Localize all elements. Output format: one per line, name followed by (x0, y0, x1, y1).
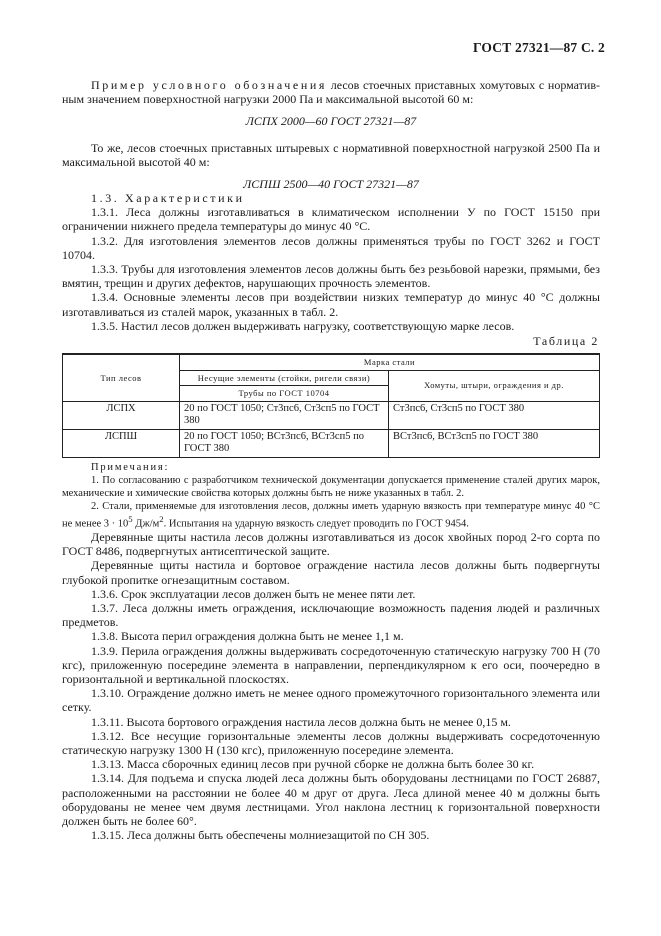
note-2 (62, 500, 600, 531)
cell-bearing: 20 по ГОСТ 1050; Ст3пс6, Ст3сп5 по ГОСТ 380 (180, 401, 389, 429)
cell-bearing: 20 по ГОСТ 1050; ВСт3пс6, ВСт3сп5 по ГОСТ 380 (180, 429, 389, 457)
notes-block (62, 461, 600, 531)
table-caption: Таблица 2 (533, 334, 599, 348)
paragraph-wood-shields: Деревянные щиты настила лесов должны изготавливаться из досок хвойных пород 2-го сорта по ГОСТ 8486, подвергнутых антисептической защите. (62, 530, 600, 559)
section-characteristics (62, 191, 600, 333)
clause-1-3-8: 1.3.8. Высота перил ограждения должна быть не менее 1,1 м. (91, 629, 404, 644)
note-2-text: 2. Стали, применяемые для изготовления лесов, должны иметь ударную вязкость при температуре минус 40 °С не менее 3 · 10 (62, 501, 600, 530)
clause-1-3-15: 1.3.15. Леса должны быть обеспечены молниезащитой по СН 305. (91, 828, 430, 843)
cell-type: ЛСПШ (63, 429, 180, 457)
table-row (63, 429, 600, 457)
header-pipes: Трубы по ГОСТ 10704 (180, 386, 389, 402)
section-heading: 1.3. Характеристики (91, 191, 245, 205)
header-type: Тип лесов (63, 354, 180, 401)
clause-1-3-5: 1.3.5. Настил лесов должен выдерживать нагрузку, соответствующую марке лесов. (91, 318, 515, 333)
clause-1-3-12: 1.3.12. Все несущие горизонтальные элементы лесов должны выдерживать сосредоточенную статическую нагрузку 1300 Н (130 кгс), приложенную посередине элемента. (62, 728, 600, 758)
same-paragraph: То же, лесов стоечных приставных штыревых с нормативной поверхностной нагрузкой 2500 Па и максимальной высотой 40 м: (62, 140, 600, 169)
clause-1-3-11: 1.3.11. Высота бортового ограждения настила лесов должна быть не менее 0,15 м. (91, 714, 511, 729)
cell-clamps: Ст3пс6, Ст3сп5 по ГОСТ 380 (389, 401, 600, 429)
note-2-unit: Дж/м (132, 518, 160, 530)
example-text: лесов стоечных приставных хомутовых с норматив-ным значением поверхностной нагрузки 2000 Па и максимальной высотой 60 м: (62, 78, 600, 107)
clause-1-3-6: 1.3.6. Срок эксплуатации лесов должен быть не менее пяти лет. (91, 586, 416, 601)
clause-1-3-13: 1.3.13. Масса сборочных единиц лесов при ручной сборке не должна быть более 30 кг. (91, 757, 535, 772)
example-paragraph (62, 78, 600, 106)
intro-block (62, 78, 600, 191)
paragraph-fire-protection: Деревянные щиты настила и бортовое ограждение настила лесов должны быть подвергнуты глубокой пропитке огнезащитным составом. (62, 558, 600, 587)
clause-1-3-14: 1.3.14. Для подъема и спуска людей леса должны быть оборудованы лестницами по ГОСТ 26887, расположенными на расстоянии не более 40 м друг от друга. Леса длиной менее 40 м должны быть оборудованы не менее чем двумя лестницами. Угол наклона лестниц к горизонтальной поверхности должен быть не более 60°. (62, 771, 600, 829)
header-bearing: Несущие элементы (стойки, ригели связи) (180, 370, 389, 386)
clause-1-3-2: 1.3.2. Для изготовления элементов лесов должны применяться трубы по ГОСТ 3262 и ГОСТ 10704. (62, 233, 600, 262)
clause-1-3-9: 1.3.9. Перила ограждения должны выдерживать сосредоточенную статическую нагрузку 700 Н (70 кгс), приложенную посередине элемента в направлении, перпендикулярном к его оси, поочередно в горизонтальной и вертикальной плоскостях. (62, 643, 600, 687)
page-header: ГОСТ 27321—87 С. 2 (472, 40, 605, 55)
cell-clamps: ВСт3пс6, ВСт3сп5 по ГОСТ 380 (389, 429, 600, 457)
clause-1-3-3: 1.3.3. Трубы для изготовления элементов лесов должны быть без резьбовой нарезки, прямыми, без вмятин, трещин и других дефектов, нарушающих прочность элементов. (62, 262, 600, 291)
header-grade: Марка стали (180, 354, 600, 370)
note-1: 1. По согласованию с разработчиком технической документации допускается применение сталей других марок, механические и химические свойства которых должны быть не ниже указанных в табл. 2. (62, 475, 600, 499)
clause-1-3-1: 1.3.1. Леса должны изготавливаться в климатическом исполнении У по ГОСТ 15150 при ограничении нижнего предела температуры до минус 40 °С. (62, 205, 600, 234)
table-row (63, 401, 600, 429)
designation-2: ЛСПШ 2500—40 ГОСТ 27321—87 (243, 177, 419, 192)
clause-1-3-10: 1.3.10. Ограждение должно иметь не менее одного промежуточного горизонтального элемента или сетку. (62, 686, 600, 715)
note-2-unit-exponent: 2 (159, 514, 164, 524)
example-label: Пример условного обозначения (91, 78, 328, 92)
clause-1-3-4: 1.3.4. Основные элементы лесов при воздействии низких температур до минус 40 °С должны изготавливаться из сталей марок, указанных в табл. 2. (62, 290, 600, 319)
steel-grades-table (62, 353, 600, 458)
clause-1-3-7: 1.3.7. Леса должны иметь ограждения, исключающие возможность падения людей и различных предметов. (62, 601, 600, 630)
designation-1: ЛСПХ 2000—60 ГОСТ 27321—87 (245, 114, 417, 129)
note-2-tail: . Испытания на ударную вязкость следует проводить по ГОСТ 9454. (163, 518, 469, 530)
notes-heading: Примечания: (91, 462, 170, 473)
header-clamps: Хомуты, штыри, ограждения и др. (389, 370, 600, 401)
cell-type: ЛСПХ (63, 401, 180, 429)
body-block-2 (62, 530, 600, 842)
note-2-exponent: 5 (128, 514, 133, 524)
